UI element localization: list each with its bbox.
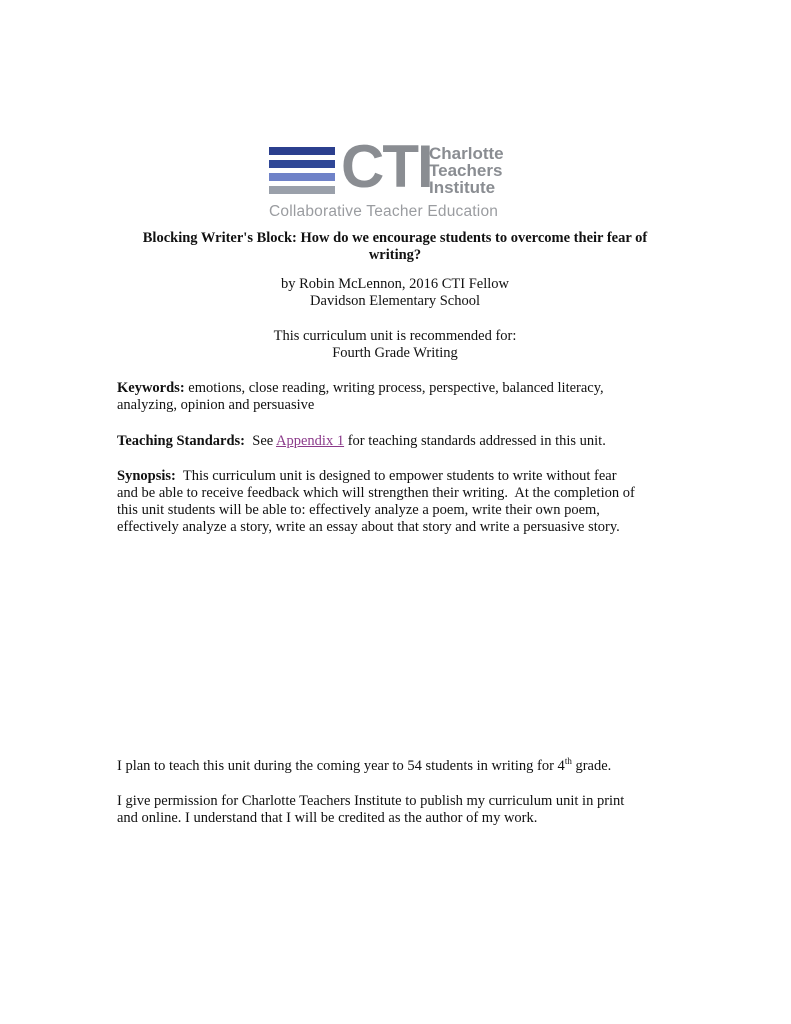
appendix-link[interactable]: Appendix 1	[276, 433, 345, 449]
logo-mark: CTI	[341, 133, 432, 200]
standards-text: for teaching standards addressed in this unit.	[344, 433, 606, 449]
recommendation-block	[95, 328, 695, 362]
plan-text: grade.	[571, 758, 612, 774]
title-line: Blocking Writer's Block: How do we encourage students to overcome their fear of	[142, 230, 648, 246]
synopsis-text: this unit students will be able to: effectively analyze a poem, write their own poem,	[117, 502, 600, 518]
author-line: by Robin McLennon, 2016 CTI Fellow	[281, 276, 509, 292]
synopsis-paragraph	[117, 468, 677, 536]
keywords-paragraph	[117, 380, 677, 414]
cti-logo	[269, 133, 529, 224]
synopsis-label: Synopsis:	[117, 468, 176, 484]
school-line: Davidson Elementary School	[310, 293, 480, 309]
synopsis-text: and be able to receive feedback which will strengthen their writing. At the completion of	[117, 485, 635, 501]
standards-label: Teaching Standards:	[117, 433, 245, 449]
title-line: writing?	[368, 247, 422, 263]
synopsis-text: This curriculum unit is designed to empower students to write without fear	[175, 468, 617, 484]
permission-text: I give permission for Charlotte Teachers Institute to publish my curriculum unit in print	[117, 793, 625, 809]
logo-institute-name	[429, 145, 504, 196]
recommended-for: Fourth Grade Writing	[332, 345, 458, 361]
logo-institute-line: Teachers	[429, 161, 503, 180]
logo-institute-line: Charlotte	[429, 144, 504, 163]
logo-institute-line: Institute	[429, 178, 496, 197]
logo-bar	[269, 186, 335, 194]
standards-paragraph	[117, 433, 677, 450]
permission-paragraph	[117, 793, 677, 827]
author-block	[95, 276, 695, 310]
keywords-text: emotions, close reading, writing process, perspective, balanced literacy,	[184, 380, 604, 396]
logo-bar	[269, 173, 335, 181]
permission-text: and online. I understand that I will be credited as the author of my work.	[117, 810, 538, 826]
document-title	[95, 230, 695, 264]
logo-bar	[269, 160, 335, 168]
plan-text: I plan to teach this unit during the coming year to 54 students in writing for 4	[117, 758, 565, 774]
keywords-label: Keywords:	[117, 380, 185, 396]
plan-superscript: th	[564, 756, 572, 767]
logo-bar	[269, 147, 335, 155]
plan-paragraph	[117, 758, 677, 775]
logo-tagline: Collaborative Teacher Education	[269, 203, 499, 220]
standards-text: See	[245, 433, 277, 449]
synopsis-text: effectively analyze a story, write an essay about that story and write a persuasive story.	[117, 519, 620, 535]
logo-bars	[269, 147, 335, 199]
keywords-text: analyzing, opinion and persuasive	[117, 397, 315, 413]
recommended-label: This curriculum unit is recommended for:	[273, 328, 517, 344]
